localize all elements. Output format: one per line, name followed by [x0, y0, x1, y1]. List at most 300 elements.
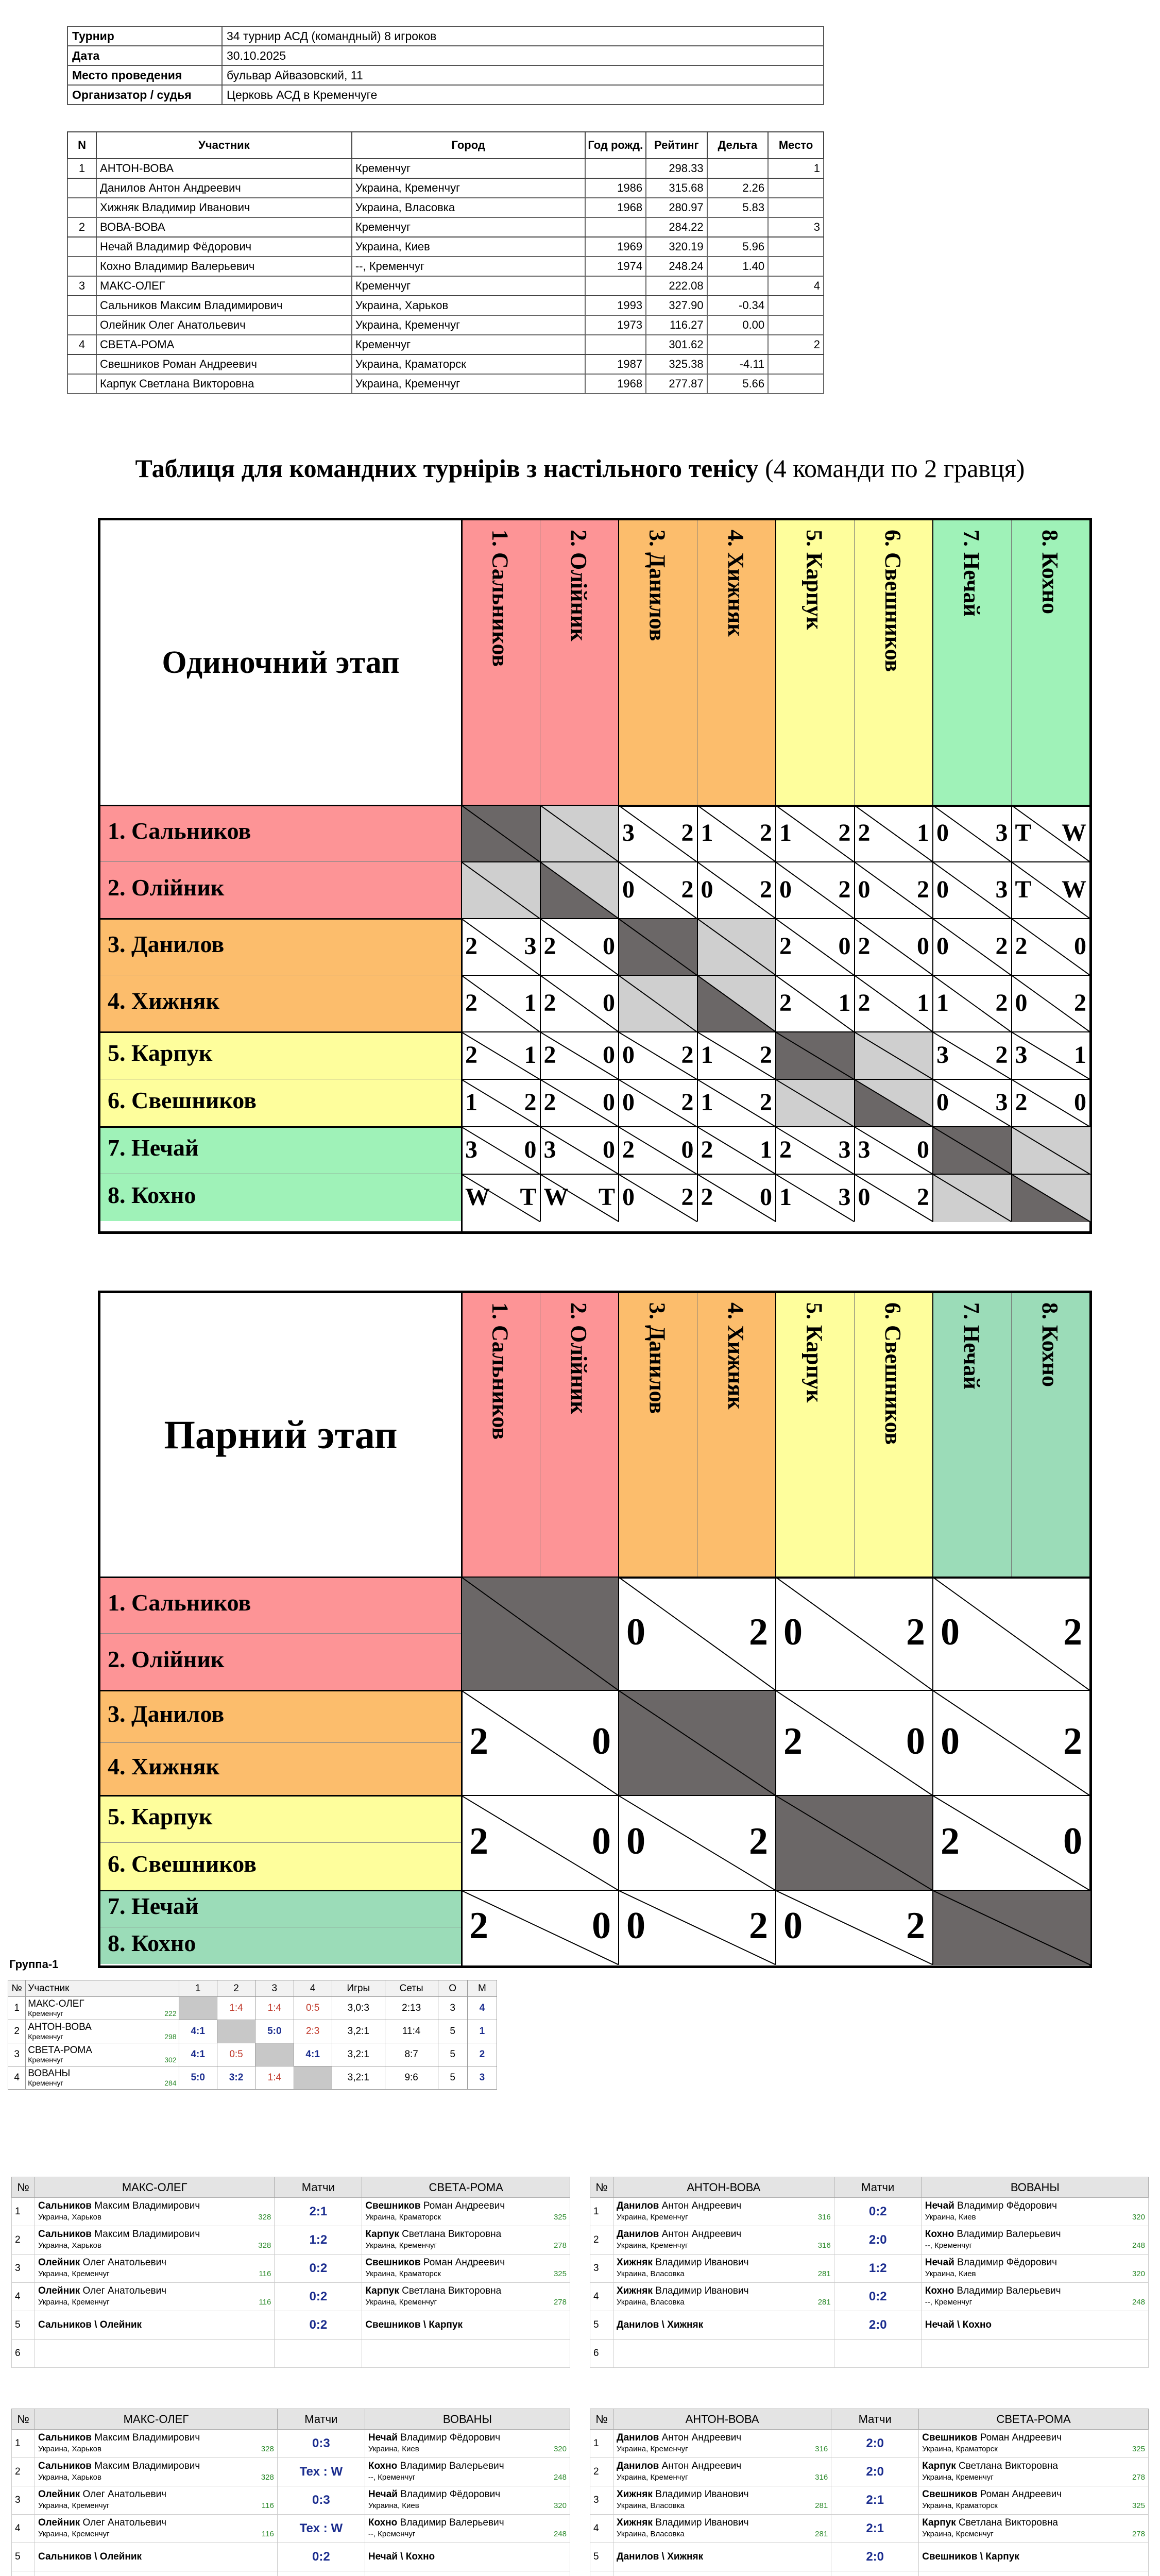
player-city: Украина, Кременчуг [38, 2530, 110, 2538]
column-divider [1011, 520, 1012, 805]
score-cell [854, 861, 933, 918]
player-block [617, 2257, 831, 2280]
blocked-cell [461, 805, 540, 861]
player-last-name: Свешников [922, 2489, 978, 2500]
group-result-cell: 4:1 [179, 2043, 217, 2066]
match-row-number: 1 [590, 2198, 613, 2226]
score-cell [461, 1126, 540, 1174]
column-divider [854, 1293, 855, 1577]
player-block [38, 2319, 271, 2331]
player-last-name: Данилов \ Хижняк [617, 2319, 704, 2330]
match-row [12, 2198, 570, 2226]
group-result-cell: 2:3 [294, 2020, 332, 2043]
group-points: 5 [438, 2066, 467, 2090]
match-row [590, 2226, 1149, 2255]
group-team [26, 2066, 179, 2090]
player-city: Украина, Власовка [617, 2298, 685, 2307]
participant-delta [707, 335, 769, 354]
participants-header: Рейтинг [646, 132, 707, 159]
participant-number: 3 [67, 276, 96, 296]
score-left: 0 [936, 819, 949, 847]
match-row-number: 3 [590, 2255, 613, 2283]
score-left: 0 [1015, 989, 1028, 1017]
player-block [617, 2285, 831, 2308]
player-rating: 325 [1132, 2501, 1145, 2510]
match-block [11, 2177, 570, 2368]
player-rating: 248 [1132, 2241, 1145, 2250]
cell-diagonal [855, 1032, 934, 1080]
score-left: 2 [701, 1183, 713, 1211]
group-row-number: 3 [8, 2043, 26, 2066]
score-left: 0 [858, 876, 871, 904]
player-last-name: Карпук [922, 2517, 956, 2528]
match-score: 2:1 [275, 2198, 362, 2226]
column-player-name: 7. Нечай [959, 530, 984, 617]
player-block [925, 2257, 1145, 2280]
match-right-player [362, 2255, 570, 2283]
score-cell [775, 861, 854, 918]
player-last-name: Олейник [38, 2517, 80, 2528]
group-row [8, 2066, 497, 2090]
match-number-header: № [12, 2409, 35, 2430]
group-team-rating: 298 [164, 2032, 177, 2041]
score-cell [1011, 805, 1090, 861]
player-name-line [365, 2229, 567, 2240]
score-left: 2 [858, 933, 871, 960]
player-first-name: Владимир Валерьевич [400, 2517, 504, 2528]
cell-diagonal [619, 976, 698, 1032]
player-city: --, Кременчуг [368, 2473, 416, 2482]
match-left-player [35, 2543, 278, 2571]
player-rating: 320 [1132, 2269, 1145, 2278]
score-left: 1 [779, 1183, 792, 1211]
group-sets: 8:7 [385, 2043, 438, 2066]
score-right: 2 [1063, 1611, 1082, 1654]
group-place: 2 [467, 2043, 497, 2066]
participant-rating: 327.90 [646, 296, 707, 315]
score-cell [618, 861, 697, 918]
player-name-line [365, 2285, 567, 2297]
score-right: 3 [995, 876, 1008, 904]
score-cell [461, 1795, 618, 1890]
player-city: Украина, Кременчуг [922, 2530, 994, 2538]
column-player-name: 3. Данилов [644, 530, 670, 641]
participants-header: Участник [96, 132, 352, 159]
score-right: 0 [592, 1905, 611, 1947]
cell-diagonal [541, 862, 620, 919]
participant-name: Кохно Владимир Валерьевич [96, 257, 352, 276]
player-last-name: Сальников [38, 2432, 92, 2443]
score-left: 2 [543, 989, 556, 1017]
participant-year [585, 276, 646, 296]
player-sub-line [368, 2444, 567, 2455]
score-right: 0 [1074, 1089, 1086, 1116]
match-row [590, 2255, 1149, 2283]
participants-header: Год рожд. [585, 132, 646, 159]
player-block [617, 2551, 828, 2563]
score-cell [540, 1174, 619, 1221]
player-name-line [617, 2489, 828, 2500]
score-left: 2 [858, 989, 871, 1017]
participant-place [768, 178, 824, 198]
match-number-header: № [590, 2177, 613, 2198]
blocked-cell [932, 1890, 1089, 1964]
participant-place [768, 257, 824, 276]
match-left-player [613, 2571, 831, 2576]
participants-header: Город [352, 132, 585, 159]
player-rating: 328 [258, 2241, 271, 2250]
player-first-name: Владимир Фёдорович [957, 2257, 1057, 2268]
group-result-cell: 1:4 [255, 2066, 294, 2090]
player-city: Украина, Краматорск [365, 2213, 441, 2222]
player-city: Украина, Харьков [38, 2241, 101, 2250]
player-name-line [368, 2489, 567, 2500]
score-left: 2 [779, 1136, 792, 1164]
player-sub-line [922, 2500, 1145, 2512]
match-row-number [590, 2571, 613, 2576]
score-right: 3 [838, 1183, 851, 1211]
player-rating: 320 [553, 2501, 567, 2510]
participant-delta: 0.00 [707, 315, 769, 335]
info-value: 30.10.2025 [222, 46, 824, 65]
match-right-player [919, 2430, 1149, 2458]
player-rating: 325 [553, 2213, 567, 2222]
player-rating: 116 [261, 2530, 274, 2538]
score-left: 2 [622, 1136, 635, 1164]
player-row [67, 296, 824, 315]
match-left-player [613, 2515, 831, 2543]
player-city: --, Кременчуг [925, 2298, 973, 2307]
column-player-name: 2. Олійник [566, 1302, 591, 1414]
score-cell [461, 1079, 540, 1126]
match-right-player [922, 2283, 1148, 2311]
participant-number: 1 [67, 159, 96, 178]
player-first-name: Олег Анатольевич [82, 2517, 167, 2528]
group-place: 1 [467, 2020, 497, 2043]
match-left-team: АНТОН-ВОВА [613, 2177, 834, 2198]
cell-diagonal [462, 862, 541, 919]
participants-header: N [67, 132, 96, 159]
player-name-line [38, 2432, 274, 2444]
info-value: бульвар Айвазовский, 11 [222, 65, 824, 85]
score-right: 2 [995, 989, 1008, 1017]
player-block [38, 2285, 271, 2308]
player-last-name: Данилов [617, 2461, 659, 2471]
player-block [365, 2285, 567, 2308]
player-last-name: Свешников [365, 2200, 421, 2211]
player-name-line [922, 2551, 1145, 2563]
player-block [365, 2257, 567, 2280]
match-score-header: Матчи [275, 2177, 362, 2198]
player-row [67, 237, 824, 257]
player-first-name: Владимир Фёдорович [400, 2432, 501, 2443]
score-right: 3 [838, 1136, 851, 1164]
player-name-line [365, 2319, 567, 2331]
cell-diagonal [776, 1032, 855, 1080]
player-block [617, 2200, 831, 2223]
cell-diagonal [462, 806, 541, 862]
participant-name: Данилов Антон Андреевич [96, 178, 352, 198]
score-left: 0 [779, 876, 792, 904]
player-last-name: Данилов \ Хижняк [617, 2551, 704, 2562]
player-sub-line [38, 2240, 271, 2251]
player-rating: 278 [553, 2241, 567, 2250]
match-right-player [919, 2515, 1149, 2543]
player-last-name: Сальников [38, 2229, 92, 2240]
score-cell [697, 805, 776, 861]
score-left: W [543, 1183, 569, 1211]
match-row-number: 2 [12, 2458, 35, 2486]
column-player-name: 1. Сальников [487, 530, 513, 667]
match-block [590, 2409, 1149, 2576]
player-sub-line [922, 2472, 1145, 2483]
player-last-name: Кохно [925, 2229, 954, 2240]
match-score: 0:2 [834, 2283, 922, 2311]
player-city: Украина, Кременчуг [617, 2445, 688, 2453]
score-cell [854, 1126, 933, 1174]
participant-delta: -0.34 [707, 296, 769, 315]
player-block [617, 2461, 828, 2483]
score-cell [775, 1690, 932, 1795]
group-self-cell [217, 2020, 255, 2043]
blocked-cell [618, 918, 697, 975]
score-left: 2 [469, 1905, 488, 1947]
score-right: 0 [603, 989, 615, 1017]
score-right: W [1062, 819, 1086, 847]
player-name-line [617, 2257, 831, 2268]
match-right-player [365, 2458, 570, 2486]
row-player-name: 6. Свешников [108, 1087, 257, 1113]
group-result-cell: 5:0 [255, 2020, 294, 2043]
player-sub-line [617, 2212, 831, 2223]
column-divider [854, 520, 855, 805]
player-last-name: Свешников \ Карпук [365, 2319, 463, 2330]
group-team-name: СВЕТА-РОМА [28, 2044, 92, 2056]
page-title-sub: (4 команди по 2 гравця) [758, 454, 1025, 483]
player-block [922, 2432, 1145, 2455]
team-row [67, 335, 824, 354]
group-self-cell [255, 2043, 294, 2066]
player-sub-line [617, 2240, 831, 2251]
match-right-player [362, 2340, 570, 2368]
match-header [590, 2177, 1149, 2198]
score-right: 2 [749, 1611, 768, 1654]
group-header: Сеты [385, 1980, 438, 1997]
match-row-number: 5 [590, 2543, 613, 2571]
player-first-name: Максим Владимирович [94, 2461, 200, 2471]
score-cell [932, 1795, 1089, 1890]
group-result-cell: 0:5 [294, 1997, 332, 2020]
blocked-cell [854, 1031, 933, 1079]
match-score: 2:0 [834, 2311, 922, 2340]
player-city: Украина, Краматорск [365, 2269, 441, 2278]
match-score: 0:3 [277, 2430, 365, 2458]
participant-city: Украина, Кременчуг [352, 178, 585, 198]
score-left: 2 [465, 989, 477, 1017]
match-score-header: Матчи [277, 2409, 365, 2430]
score-left: 3 [1015, 1041, 1028, 1069]
group-team [26, 1997, 179, 2020]
player-name-line [617, 2229, 831, 2240]
player-block [368, 2489, 567, 2512]
column-player-name: 8. Кохно [1037, 1302, 1063, 1387]
player-block [38, 2489, 274, 2512]
player-last-name: Свешников [922, 2432, 978, 2443]
score-cell [461, 1890, 618, 1964]
score-left: 3 [858, 1136, 871, 1164]
group-team-sub [28, 2056, 176, 2064]
match-table [590, 2177, 1149, 2368]
cell-diagonal [698, 919, 777, 976]
player-last-name: Данилов [617, 2200, 659, 2211]
player-rating: 281 [817, 2298, 831, 2307]
score-left: 0 [701, 876, 713, 904]
match-row-number: 2 [590, 2226, 613, 2255]
player-sub-line [617, 2529, 828, 2540]
score-left: 2 [543, 933, 556, 960]
participant-number: 4 [67, 335, 96, 354]
cell-diagonal [933, 1127, 1012, 1175]
player-row [67, 198, 824, 217]
match-score: 2:0 [831, 2543, 919, 2571]
player-sub-line [365, 2240, 567, 2251]
score-left: 0 [941, 1720, 960, 1763]
player-rating: 316 [815, 2473, 828, 2482]
player-block [38, 2229, 271, 2251]
player-city: Украина, Харьков [38, 2473, 101, 2482]
player-first-name: Антон Андреевич [661, 2432, 742, 2443]
match-header [12, 2409, 570, 2430]
match-row-number: 5 [590, 2311, 613, 2340]
score-right: 1 [524, 1041, 537, 1069]
score-right: 2 [1063, 1720, 1082, 1763]
player-city: Украина, Киев [368, 2501, 419, 2510]
player-name-line [368, 2551, 567, 2563]
score-cell [854, 1174, 933, 1221]
match-row [12, 2255, 570, 2283]
match-header [590, 2409, 1149, 2430]
group-team [26, 2020, 179, 2043]
stage-label: Одиночний этап [162, 645, 400, 680]
player-first-name: Владимир Валерьевич [957, 2285, 1061, 2296]
score-cell [461, 975, 540, 1031]
score-cell [540, 1079, 619, 1126]
player-rating: 281 [817, 2269, 831, 2278]
group-team-name: МАКС-ОЛЕГ [28, 1998, 84, 2009]
player-name-line [925, 2319, 1145, 2331]
player-name-line [922, 2517, 1145, 2529]
player-block [617, 2432, 828, 2455]
player-sub-line [365, 2212, 567, 2223]
player-first-name: Роман Андреевич [980, 2432, 1062, 2443]
group-result-cell: 0:5 [217, 2043, 255, 2066]
participant-number [67, 296, 96, 315]
group-games: 3,2:1 [332, 2043, 385, 2066]
score-cell [697, 861, 776, 918]
player-city: --, Кременчуг [368, 2530, 416, 2538]
score-right: 2 [995, 933, 1008, 960]
player-city: Украина, Кременчуг [365, 2241, 437, 2250]
info-value: 34 турнир АСД (командный) 8 игроков [222, 26, 824, 46]
column-divider [1011, 1293, 1012, 1577]
player-city: Украина, Харьков [38, 2213, 101, 2222]
player-sub-line [38, 2529, 274, 2540]
group-team-rating: 284 [164, 2078, 177, 2087]
group-games: 3,2:1 [332, 2066, 385, 2090]
column-player-name: 1. Сальников [487, 1302, 513, 1440]
score-cell [461, 918, 540, 975]
player-last-name: Карпук [365, 2229, 399, 2240]
score-right: T [520, 1183, 537, 1211]
participant-city: Кременчуг [352, 159, 585, 178]
group-header: № [8, 1980, 26, 1997]
player-name-line [617, 2461, 828, 2472]
match-left-player [35, 2571, 278, 2576]
match-header [12, 2177, 570, 2198]
score-right: 0 [592, 1820, 611, 1863]
group-result-cell: 1:4 [255, 1997, 294, 2020]
blocked-cell [618, 1690, 775, 1795]
participant-city: Кременчуг [352, 335, 585, 354]
match-right-player [362, 2311, 570, 2340]
group-team-city: Кременчуг [28, 2078, 63, 2087]
player-sub-line [617, 2268, 831, 2280]
info-row [67, 85, 824, 105]
match-left-player [35, 2226, 275, 2255]
match-left-player [35, 2255, 275, 2283]
player-last-name: Кохно [368, 2517, 398, 2528]
cell-diagonal [462, 1578, 619, 1691]
score-cell [618, 1174, 697, 1221]
score-cell [775, 1174, 854, 1221]
player-first-name: Владимир Иванович [655, 2257, 749, 2268]
match-right-team: СВЕТА-РОМА [362, 2177, 570, 2198]
player-sub-line [617, 2472, 828, 2483]
match-left-player [35, 2486, 278, 2515]
row-player-name: 4. Хижняк [108, 1753, 219, 1780]
player-last-name: Хижняк [617, 2517, 653, 2528]
participant-delta: 5.83 [707, 198, 769, 217]
blocked-cell [540, 861, 619, 918]
match-right-player [922, 2226, 1148, 2255]
score-cell [932, 805, 1011, 861]
column-player-name: 4. Хижняк [723, 530, 748, 637]
match-table [11, 2177, 570, 2368]
score-right: 0 [603, 933, 615, 960]
player-block [617, 2517, 828, 2540]
player-rating: 248 [1132, 2298, 1145, 2307]
player-city: Украина, Кременчуг [38, 2269, 110, 2278]
score-right: 2 [838, 876, 851, 904]
group-result-cell: 5:0 [179, 2066, 217, 2090]
player-first-name: Владимир Иванович [655, 2517, 749, 2528]
blocked-cell [697, 975, 776, 1031]
score-cell [1011, 975, 1090, 1031]
score-cell [540, 1031, 619, 1079]
tournament-info-table [67, 26, 824, 105]
team-row [67, 276, 824, 296]
cell-diagonal [1012, 1175, 1091, 1222]
player-first-name: Антон Андреевич [661, 2200, 742, 2211]
player-sub-line [368, 2529, 567, 2540]
score-right: 1 [917, 989, 929, 1017]
match-left-player [35, 2311, 275, 2340]
player-last-name: Олейник [38, 2489, 80, 2500]
match-right-player [919, 2543, 1149, 2571]
score-right: 3 [995, 1089, 1008, 1116]
score-left: 2 [1015, 1089, 1028, 1116]
player-sub-line [925, 2240, 1145, 2251]
